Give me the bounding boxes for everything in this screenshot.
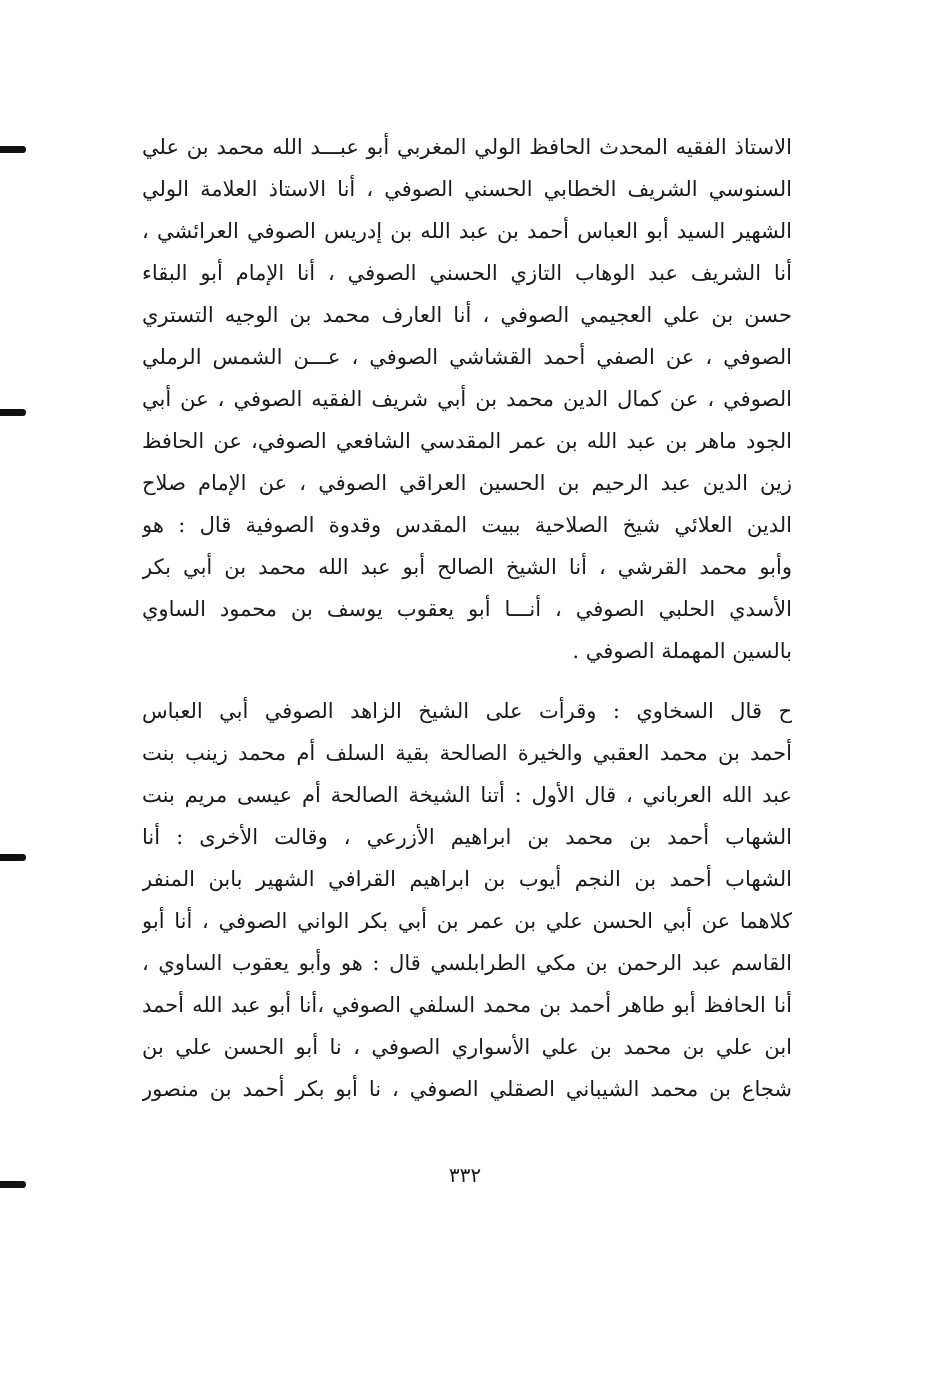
text-line: الشهير السيد أبو العباس أحمد بن عبد الله بن إدريس الصوفي العرائشي ، [142,219,792,243]
page-number: ٣٣٢ [448,1163,482,1187]
text-line: زين الدين عبد الرحيم بن الحسين العراقي الصوفي ، عن الإمام صلاح [142,471,792,495]
binding-edge-mark [0,409,26,416]
text-line: الجود ماهر بن عبد الله بن عمر المقدسي الشافعي الصوفي، عن الحافظ [142,429,792,453]
text-line: أحمد بن محمد العقبي والخيرة الصالحة بقية السلف أم محمد زينب بنت [142,741,792,765]
text-line: حسن بن علي العجيمي الصوفي ، أنا العارف محمد بن الوجيه التستري [142,303,792,327]
text-line: ابن علي بن محمد بن علي الأسواري الصوفي ، نا أبو الحسن علي بن [142,1035,792,1059]
text-line: الدين العلائي شيخ الصلاحية ببيت المقدس وقدوة الصوفية قال : هو [142,513,792,537]
text-line: الصوفي ، عن كمال الدين محمد بن أبي شريف الفقيه الصوفي ، عن أبي [142,387,792,411]
text-line: الشهاب أحمد بن النجم أيوب بن ابراهيم القرافي الشهير بابن المنفر [142,867,792,891]
text-line: الصوفي ، عن الصفي أحمد القشاشي الصوفي ، عـــن الشمس الرملي [142,345,792,369]
text-line: القاسم عبد الرحمن بن مكي الطرابلسي قال : هو وأبو يعقوب الساوي ، [142,951,792,975]
text-line: الشهاب أحمد بن محمد بن ابراهيم الأزرعي ، وقالت الأخرى : أنا [142,825,792,849]
text-line: أنا الشريف عبد الوهاب التازي الحسني الصوفي ، أنا الإمام أبو البقاء [142,261,792,285]
text-line: الأسدي الحلبي الصوفي ، أنـــا أبو يعقوب يوسف بن محمود الساوي [142,597,792,621]
text-line: شجاع بن محمد الشيباني الصقلي الصوفي ، نا أبو بكر أحمد بن منصور [142,1077,792,1101]
text-line: أنا الحافظ أبو طاهر أحمد بن محمد السلفي الصوفي ،أنا أبو عبد الله أحمد [142,993,792,1017]
text-line: وأبو محمد القرشي ، أنا الشيخ الصالح أبو عبد الله محمد بن أبي بكر [142,555,792,579]
binding-edge-mark [0,146,26,153]
paragraph-isnad-chain-1 [142,126,792,672]
paragraph-isnad-chain-2 [142,690,792,1110]
text-line: عبد الله العرباني ، قال الأول : أتنا الشيخة الصالحة أم عيسى مريم بنت [142,783,792,807]
text-line: السنوسي الشريف الخطابي الحسني الصوفي ، أنا الاستاذ العلامة الولي [142,177,792,201]
text-line: الاستاذ الفقيه المحدث الحافظ الولي المغربي أبو عبـــد الله محمد بن علي [142,135,792,159]
text-line: كلاهما عن أبي الحسن علي بن عمر بن أبي بكر الواني الصوفي ، أنا أبو [142,909,792,933]
binding-edge-mark [0,854,26,861]
text-line: ح قال السخاوي : وقرأت على الشيخ الزاهد الصوفي أبي العباس [142,699,792,723]
text-line: بالسين المهملة الصوفي . [572,639,792,663]
